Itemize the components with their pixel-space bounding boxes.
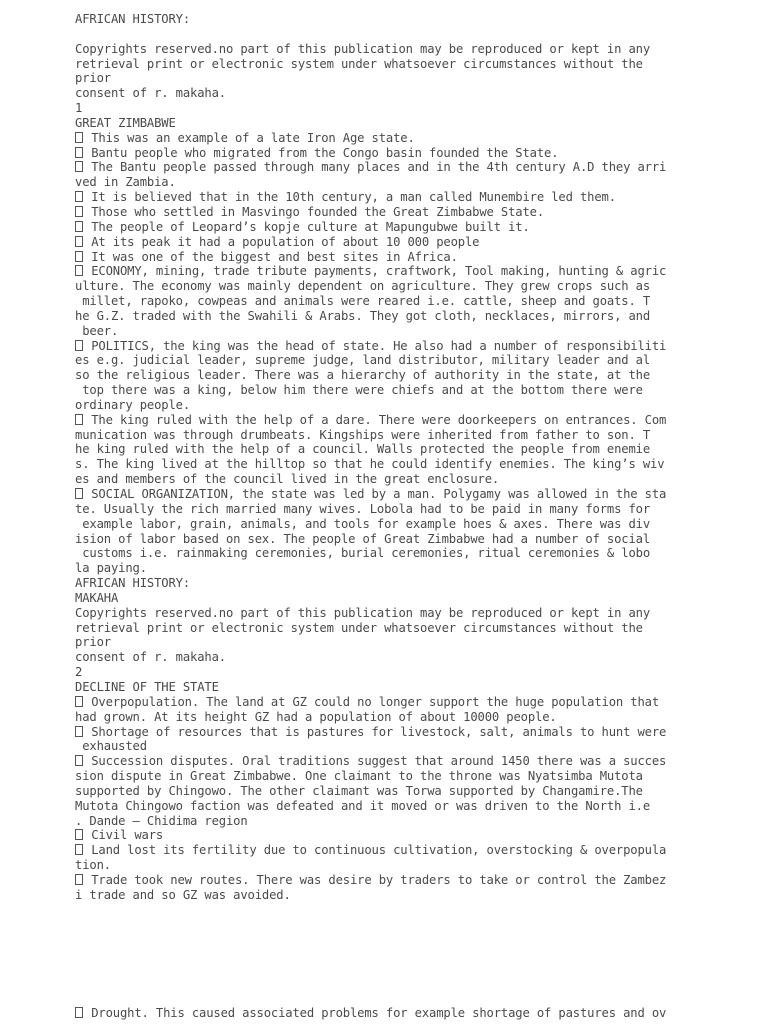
bullet-line: [75, 235, 755, 250]
line-text: It is believed that in the 10th century, a man called Munembire led them.: [84, 190, 616, 205]
text-line: [75, 532, 755, 547]
line-text: Copyrights reserved.no part of this publication may be reproduced or kept in any: [75, 605, 650, 620]
line-text: At its peak it had a population of about 10 000 people: [84, 234, 480, 249]
text-line: [75, 368, 755, 383]
bullet-box-icon: [75, 132, 83, 143]
line-text: ECONOMY, mining, trade tribute payments, craftwork, Tool making, hunting & agric: [84, 264, 667, 279]
bullet-box-icon: [75, 221, 83, 232]
text-line: [75, 621, 755, 636]
line-text: example labor, grain, animals, and tools for example hoes & axes. There was div: [75, 516, 650, 531]
text-line: [75, 472, 755, 487]
text-line: [75, 12, 755, 27]
text-line: [75, 799, 755, 814]
text-line: [75, 279, 755, 294]
text-line: [75, 309, 755, 324]
text-line: [75, 635, 755, 650]
line-text: es e.g. judicial leader, supreme judge, land distributor, military leader and al: [75, 353, 650, 368]
line-text: Mutota Chingowo faction was defeated and it moved or was driven to the North i.e: [75, 798, 650, 813]
line-text: prior: [75, 635, 111, 650]
text-line: [75, 576, 755, 591]
text-line: [75, 353, 755, 368]
line-text: Succession disputes. Oral traditions suggest that around 1450 there was a succes: [84, 754, 667, 769]
line-text: top there was a king, below him there were chiefs and at the bottom there were: [75, 383, 643, 398]
text-line: [75, 383, 755, 398]
text-line: [75, 769, 755, 784]
line-text: ision of labor based on sex. The people of Great Zimbabwe had a number of social: [75, 531, 650, 546]
bullet-box-icon: [75, 874, 83, 885]
line-text: millet, rapoko, cowpeas and animals were reared i.e. cattle, sheep and goats. T: [75, 294, 650, 309]
text-line: [75, 42, 755, 57]
bullet-box-icon: [75, 147, 83, 158]
bullet-line: [75, 146, 755, 161]
text-line: [75, 101, 755, 116]
text-line: [75, 858, 755, 873]
bullet-box-icon: [75, 161, 83, 172]
line-text: consent of r. makaha.: [75, 650, 226, 665]
bullet-line: [75, 843, 755, 858]
line-text: SOCIAL ORGANIZATION, the state was led by a man. Polygamy was allowed in the sta: [84, 487, 667, 501]
line-text: sion dispute in Great Zimbabwe. One claimant to the throne was Nyatsimba Mutota: [75, 769, 643, 784]
bullet-box-icon: [75, 265, 83, 276]
line-text: Civil wars: [84, 828, 164, 843]
line-text: Shortage of resources that is pastures for livestock, salt, animals to hunt were: [84, 724, 667, 739]
line-text: Drought. This caused associated problems for example shortage of pastures and ov: [84, 1006, 667, 1020]
text-line: [75, 428, 755, 443]
text-line: [75, 57, 755, 72]
bullet-line: [75, 220, 755, 235]
line-text: Trade took new routes. There was desire by traders to take or control the Zambez: [84, 872, 667, 887]
bullet-line: [75, 339, 755, 354]
line-text: Overpopulation. The land at GZ could no longer support the huge population that: [84, 694, 659, 709]
line-text: The Bantu people passed through many places and in the 4th century A.D they arri: [84, 160, 667, 175]
line-text: GREAT ZIMBABWE: [75, 115, 176, 130]
bullet-line: [75, 1006, 666, 1021]
line-text: This was an example of a late Iron Age state.: [84, 130, 415, 145]
bullet-box-icon: [75, 191, 83, 202]
line-text: MAKAHA: [75, 590, 119, 605]
line-text: te. Usually the rich married many wives. Lobola had to be paid in many forms for: [75, 501, 650, 516]
line-text: es and members of the council lived in the great enclosure.: [75, 472, 500, 487]
line-text: 1: [75, 101, 83, 116]
bullet-line: [75, 873, 755, 888]
bullet-box-icon: [75, 488, 83, 499]
line-text: la paying.: [75, 561, 147, 576]
text-line: [75, 398, 755, 413]
text-line: [75, 591, 755, 606]
line-text: The people of Leopard’s kopje culture at Mapungubwe built it.: [84, 219, 530, 234]
line-text: had grown. At its height GZ had a population of about 10000 people.: [75, 709, 557, 724]
bullet-line: [75, 205, 755, 220]
text-line: [75, 517, 755, 532]
line-text: he G.Z. traded with the Swahili & Arabs. They got cloth, necklaces, mirrors, and: [75, 308, 650, 323]
text-line: [75, 814, 755, 829]
bullet-line: [75, 264, 755, 279]
line-text: s. The king lived at the hilltop so that he could identify enemies. The king’s wiv: [75, 457, 665, 472]
line-text: Those who settled in Masvingo founded the Great Zimbabwe State.: [84, 204, 544, 219]
line-text: POLITICS, the king was the head of state. He also had a number of responsibiliti: [84, 338, 667, 353]
bullet-line: [75, 725, 755, 740]
text-line: [75, 116, 755, 131]
line-text: retrieval print or electronic system under whatsoever circumstances without the: [75, 620, 643, 635]
bullet-line: [75, 190, 755, 205]
bullet-line: [75, 160, 755, 175]
text-line: [75, 502, 755, 517]
bullet-line: [75, 828, 755, 843]
line-text: 2: [75, 665, 83, 680]
line-text: ordinary people.: [75, 397, 190, 412]
document-tail-line: [75, 1006, 666, 1021]
bullet-line: [75, 487, 755, 502]
line-text: AFRICAN HISTORY:: [75, 12, 190, 26]
bullet-box-icon: [75, 1007, 83, 1018]
line-text: DECLINE OF THE STATE: [75, 679, 219, 694]
line-text: he king ruled with the help of a council. Walls protected the people from enemie: [75, 442, 650, 457]
text-line: [75, 442, 755, 457]
text-line: [75, 680, 755, 695]
bullet-line: [75, 131, 755, 146]
bullet-box-icon: [75, 755, 83, 766]
bullet-box-icon: [75, 251, 83, 262]
bullet-box-icon: [75, 414, 83, 425]
line-text: tion.: [75, 858, 111, 873]
text-line: [75, 71, 755, 86]
line-text: munication was through drumbeats. Kingships were inherited from father to son. T: [75, 427, 650, 442]
line-text: beer.: [75, 323, 119, 338]
bullet-line: [75, 413, 755, 428]
line-text: ulture. The economy was mainly dependent on agriculture. They grew crops such as: [75, 279, 650, 294]
bullet-box-icon: [75, 829, 83, 840]
line-text: Copyrights reserved.no part of this publication may be reproduced or kept in any: [75, 41, 650, 56]
line-text: AFRICAN HISTORY:: [75, 576, 190, 591]
line-text: ved in Zambia.: [75, 175, 176, 190]
line-text: Land lost its fertility due to continuous cultivation, overstocking & overpopula: [84, 843, 667, 858]
bullet-box-icon: [75, 206, 83, 217]
line-text: It was one of the biggest and best sites in Africa.: [84, 249, 458, 264]
text-line: [75, 606, 755, 621]
bullet-line: [75, 250, 755, 265]
text-line: [75, 457, 755, 472]
line-text: exhausted: [75, 739, 147, 754]
text-line: [75, 650, 755, 665]
bullet-box-icon: [75, 844, 83, 855]
line-text: supported by Chingowo. The other claimant was Torwa supported by Changamire.The: [75, 783, 643, 798]
bullet-box-icon: [75, 726, 83, 737]
text-line: [75, 294, 755, 309]
bullet-box-icon: [75, 696, 83, 707]
line-text: i trade and so GZ was avoided.: [75, 887, 291, 902]
text-line: [75, 324, 755, 339]
text-line: [75, 86, 755, 101]
line-text: Bantu people who migrated from the Congo basin founded the State.: [84, 145, 559, 160]
text-line: [75, 739, 755, 754]
line-text: . Dande – Chidima region: [75, 813, 248, 828]
bullet-line: [75, 695, 755, 710]
text-line: [75, 27, 755, 42]
line-text: The king ruled with the help of a dare. There were doorkeepers on entrances. Com: [84, 412, 667, 427]
line-text: retrieval print or electronic system under whatsoever circumstances without the: [75, 56, 643, 71]
document-page: [75, 12, 755, 903]
bullet-box-icon: [75, 236, 83, 247]
line-text: consent of r. makaha.: [75, 86, 226, 101]
line-text: prior: [75, 71, 111, 86]
text-line: [75, 665, 755, 680]
text-line: [75, 175, 755, 190]
bullet-line: [75, 754, 755, 769]
text-line: [75, 546, 755, 561]
bullet-box-icon: [75, 340, 83, 351]
line-text: so the religious leader. There was a hierarchy of authority in the state, at the: [75, 368, 650, 383]
text-line: [75, 888, 755, 903]
line-text: customs i.e. rainmaking ceremonies, burial ceremonies, ritual ceremonies & lobo: [75, 546, 650, 561]
text-line: [75, 561, 755, 576]
text-line: [75, 784, 755, 799]
text-line: [75, 710, 755, 725]
